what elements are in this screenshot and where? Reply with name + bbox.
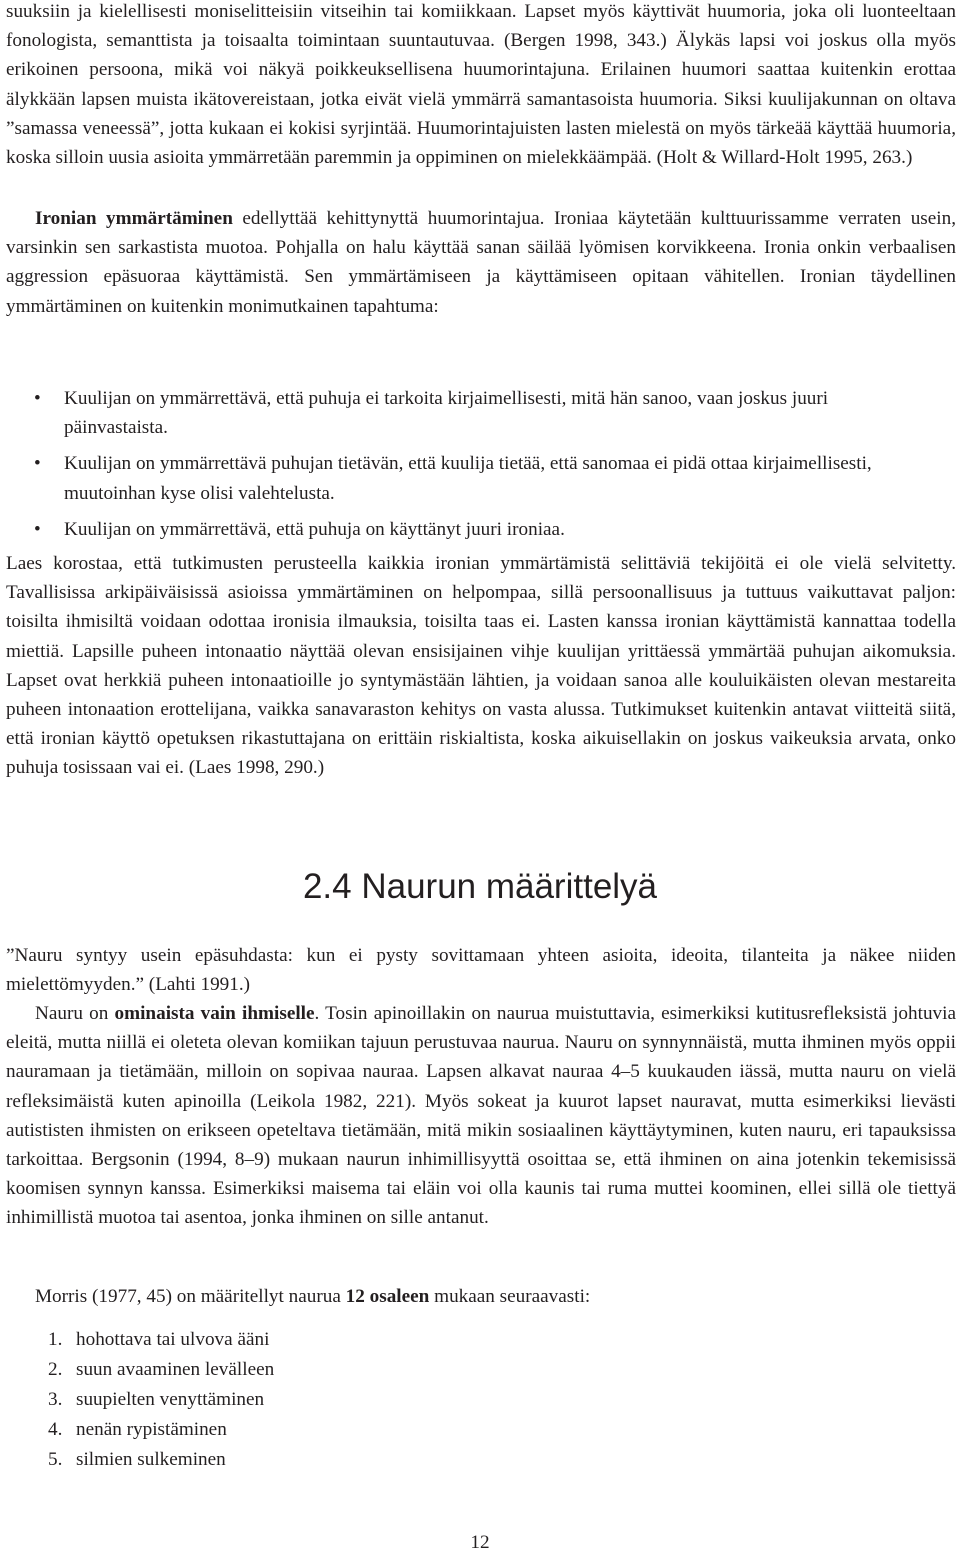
list-number: 4. xyxy=(48,1419,63,1440)
paragraph-nauru xyxy=(6,999,956,1233)
irony-text: edellyttää kehittynyttä huumorintajua. Ironiaa käytetään kulttuurissamme verraten usein, varsinkin sen sarkastista muotoa. Pohjalla on halu käyttää sanan säilää lyömisen korvikkeena. Ironia onkin verbaalisen aggression epäsuoraa käyttämistä. Sen ymmärtämiseen ja käyttämiseen opitaan vähitellen. Ironian täydellinen ymmärtäminen on kuitenkin monimutkainen tapahtuma: xyxy=(6,208,956,317)
list-number: 1. xyxy=(48,1329,63,1350)
list-number: 2. xyxy=(48,1359,63,1380)
list-text: silmien sulkeminen xyxy=(76,1449,226,1470)
bullet-text: Kuulijan on ymmärrettävä puhujan tietävän, että kuulija tietää, että sanomaa ei pidä ottaa kirjaimellisesti, muutoinhan kyse olisi valehtelusta. xyxy=(64,453,872,504)
irony-bullet-list xyxy=(0,384,960,551)
bullet-text: Kuulijan on ymmärrettävä, että puhuja on käyttänyt juuri ironiaa. xyxy=(64,518,565,540)
bullet-text: Kuulijan on ymmärrettävä, että puhuja ei tarkoita kirjaimellisesti, mitä hän sanoo, vaan joskus juuri päinvastaista. xyxy=(64,388,829,439)
page-number: 12 xyxy=(470,1532,490,1553)
irony-lead-bold: Ironian ymmärtäminen xyxy=(35,208,233,229)
morris-start: Morris (1977, 45) on määritellyt naurua xyxy=(35,1286,346,1307)
bullet-item xyxy=(0,515,930,544)
nauru-start: Nauru on xyxy=(35,1003,115,1024)
list-text: suupielten venyttäminen xyxy=(76,1389,265,1410)
list-number: 5. xyxy=(48,1449,63,1470)
bullet-item xyxy=(0,449,930,507)
bullet-icon: • xyxy=(34,388,41,409)
paragraph-laes: Laes korostaa, että tutkimusten perusteella kaikkia ironian ymmärtämistä selittäviä tekijöitä ei ole vielä selvitetty. Tavallisissa arkipäiväisissä asioissa ymmärtäminen on helpompaa, sillä persoonallisuus ja tuttuus vaikuttavat paljon: toisilta ihmisiltä voidaan odottaa ironisia ilmauksia, toisilta taas ei. Lasten kanssa ironian käyttämistä kannattaa todella miettiä. Lapsille puheen intonaatio näyttää olevan ensisijainen vihje kuulijan yrittäessä ymmärtää puhujan aikomuksia. Lapset ovat herkkiä puheen intonaatioille jo syntymästään lähtien, ja voidaan sanoa alle kouluikäisten olevan mestareita puheen intonaation erottelijana, vaikka sanavaraston kehitys on vasta alussa. Tutkimukset kuitenkin antavat viitteitä siitä, että ironian käyttö opetuksen rikastuttajana on erittäin riskialtista, koska aikuisellakin on joskus vaikeuksia arvata, onko puhuja tosissaan vai ei. (Laes 1998, 290.) xyxy=(6,553,956,779)
paragraph-morris xyxy=(6,1282,956,1311)
bullet-icon: • xyxy=(34,518,41,540)
list-text: nenän rypistäminen xyxy=(76,1419,227,1440)
bullet-item xyxy=(0,384,930,442)
paragraph-irony xyxy=(6,204,956,321)
list-text: suun avaaminen levälleen xyxy=(76,1359,275,1380)
morris-text: mukaan seuraavasti: xyxy=(429,1286,591,1307)
paragraph-humor-children: suuksiin ja kielellisesti moniselitteisiin vitseihin tai komiikkaan. Lapset myös käyttivät huumoria, joka oli luonteeltaan fonologista, semanttista ja toisaalta toimintaan suuntautuvaa. (Bergen 1998, 343.) Älykäs lapsi voi joskus olla myös erikoinen persoona, mikä voi näkyä poikkeuksellisena huumorintajuna. Erilainen huumori saattaa kuitenkin erottaa älykkään lapsen muista ikätovereistaan, jotka eivät vielä ymmärrä samantasoista huumoria. Siksi kuulijakunnan on oltava ”samassa veneessä”, jotta kukaan ei kokisi syrjintää. Huumorintajuisten lasten mielestä on myös tärkeää käyttää huumoria, koska silloin uusia asioita ymmärretään paremmin ja oppiminen on mielekkäämpää. (Holt & Willard-Holt 1995, 263.) xyxy=(6,1,956,169)
nauru-bold: ominaista vain ihmiselle xyxy=(114,1003,315,1024)
nauru-text: . Tosin apinoillakin on naurua muistuttavia, esimerkiksi kutitusrefleksistä johtuvia eleitä, mutta niillä ei oleteta olevan komiikan tajuun perustuvaa naurua. Nauru on synnynnäistä, mutta ihminen myös oppii nauramaan ja tietämään, milloin on sopivaa nauraa. Lapsen alkavat nauraa 4–5 kuukauden iässä, mutta nauru on vielä refleksimäistä kuten apinoilla (Leikola 1982, 221). Myös sokeat ja kuurot lapset nauravat, mutta esimerkiksi lievästi autististen ihmisten on erikseen opeteltava tietämään, mitä mikin sosiaalinen käyttäytyminen, kuten nauru, eri tapauksissa tarkoittaa. Bergsonin (1994, 8–9) mukaan naurun inhimillisyyttä osoittaa se, että ihminen on aina jotenkin tekemisissä koomisen synnyn kanssa. Esimerkiksi maisema tai eläin voi olla kaunis tai ruma muttei koominen, ellei sillä ole tiettyä inhimillistä muotoa tai asentoa, jonka ihminen on sille antanut. xyxy=(6,1003,956,1229)
section-heading: 2.4 Naurun määrittelyä xyxy=(302,867,658,906)
bullet-icon: • xyxy=(34,453,41,475)
list-number: 3. xyxy=(48,1389,63,1410)
quote-lahti: ”Nauru syntyy usein epäsuhdasta: kun ei pysty sovittamaan yhteen asioita, ideoita, tilanteita ja näkee niiden mielettömyyden.” (Lahti 1991.) xyxy=(6,945,956,996)
list-text: hohottava tai ulvova ääni xyxy=(76,1329,270,1350)
morris-bold: 12 osaleen xyxy=(345,1286,430,1307)
